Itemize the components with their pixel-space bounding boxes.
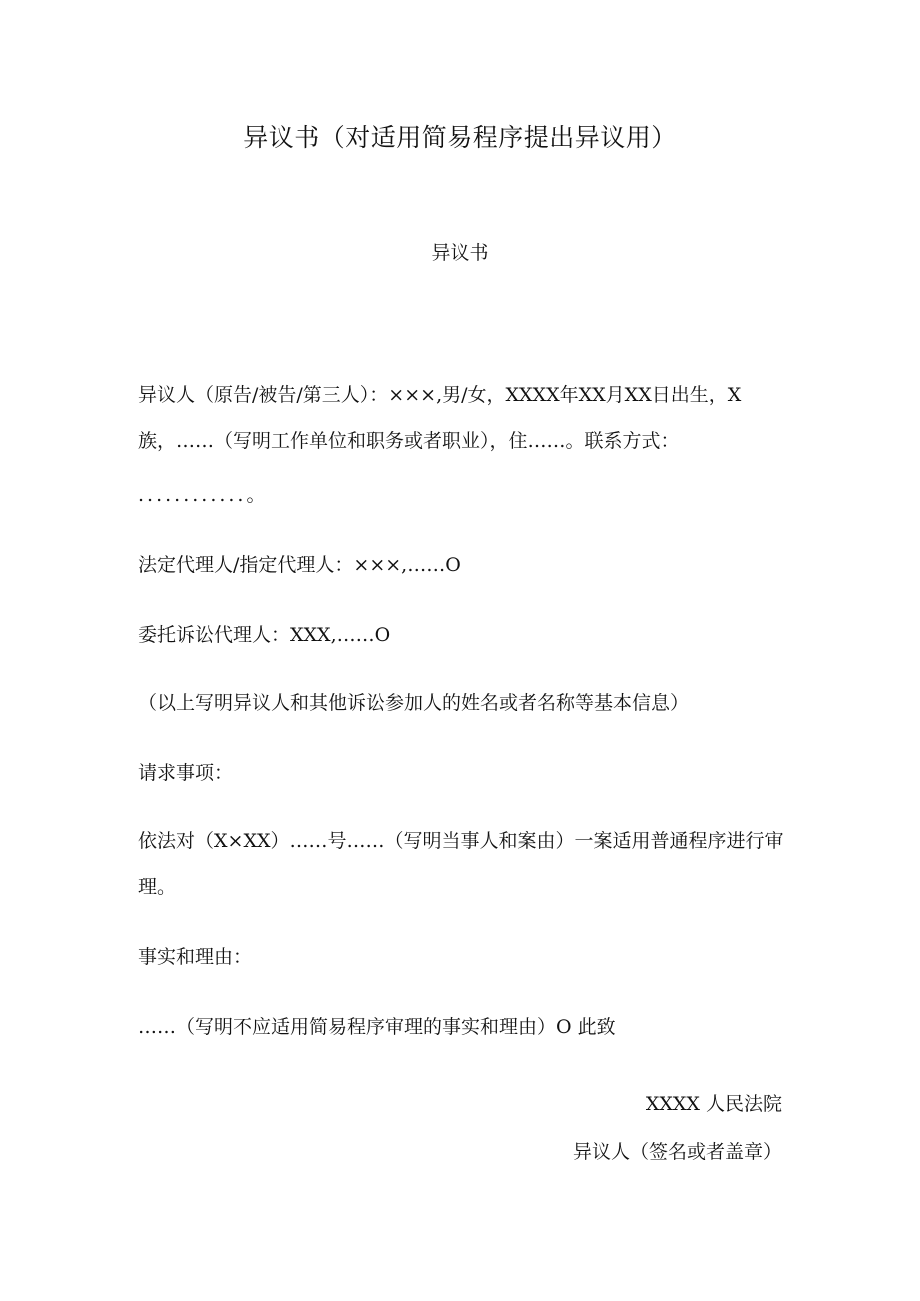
signature-line: 异议人（签名或者盖章）	[572, 1141, 782, 1163]
party-info-dots: ............。	[138, 484, 269, 506]
document-subtitle: 异议书	[431, 242, 489, 264]
party-info-text: 异议人（原告/被告/第三人）：×××,男/女，XXXX年XX月XX日出生，X族，……（写明工作单位和职务或者职业），住……。联系方式：	[138, 384, 742, 452]
request-body: 依法对（X×XX）……号……（写明当事人和案由）一案适用普通程序进行审理。	[138, 830, 784, 898]
info-note-line: （以上写明异议人和其他诉讼参加人的姓名或者名称等基本信息）	[138, 692, 690, 714]
legal-agent-line: 法定代理人/指定代理人：×××,……O	[138, 554, 461, 576]
party-info-paragraph	[138, 372, 786, 464]
facts-heading: 事实和理由：	[138, 946, 253, 968]
court-name: XXXX 人民法院	[645, 1093, 782, 1115]
entrusted-agent-line: 委托诉讼代理人：XXX,……O	[138, 624, 391, 646]
facts-body: ……（写明不应适用简易程序审理的事实和理由）O 此致	[138, 1016, 616, 1038]
request-heading: 请求事项：	[138, 762, 234, 784]
document-title: 异议书（对适用简易程序提出异议用）	[243, 123, 677, 152]
